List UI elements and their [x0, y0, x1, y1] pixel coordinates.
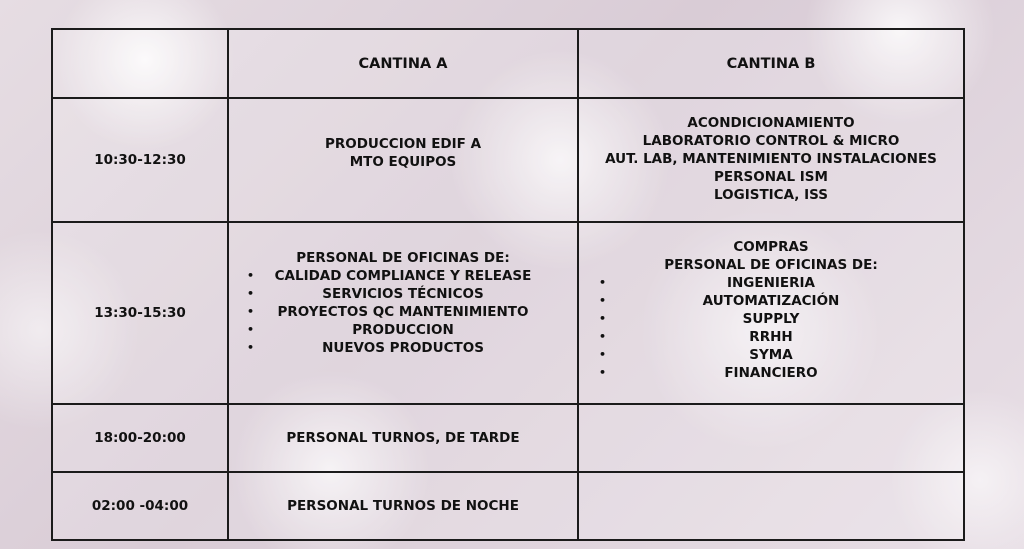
bullet-icon: • [599, 276, 607, 289]
bullet-icon: • [247, 269, 255, 282]
list-item: • CALIDAD COMPLIANCE Y RELEASE [247, 268, 532, 284]
bullet-icon: • [599, 312, 607, 325]
group-heading: COMPRAS [733, 239, 809, 255]
list-item: • SERVICIOS TÉCNICOS [247, 286, 484, 302]
list-item: • NUEVOS PRODUCTOS [247, 340, 484, 356]
bullet-icon: • [247, 287, 255, 300]
group-line: LOGISTICA, ISS [714, 187, 828, 203]
cantina-a-cell [228, 98, 578, 222]
cantina-a-cell: PERSONAL TURNOS, DE TARDE [228, 404, 578, 472]
bullet-icon: • [247, 323, 255, 336]
list-item: • PRODUCCION [247, 322, 454, 338]
bullet-icon: • [599, 330, 607, 343]
group-line: ACONDICIONAMIENTO [687, 115, 855, 131]
bullet-icon: • [599, 294, 607, 307]
list-item: • AUTOMATIZACIÓN [599, 293, 840, 309]
group-line: PRODUCCION EDIF A [324, 136, 482, 152]
bullet-icon: • [599, 366, 607, 379]
header-cantina-b: CANTINA B [578, 29, 964, 98]
bullet-icon: • [247, 305, 255, 318]
header-time-cell [52, 29, 228, 98]
list-item: • SUPPLY [599, 311, 800, 327]
cantina-b-cell [578, 222, 964, 404]
cantina-a-cell [228, 222, 578, 404]
header-cantina-a: CANTINA A [228, 29, 578, 98]
cantina-b-cell [578, 98, 964, 222]
list-item: • SYMA [599, 347, 793, 363]
list-item: • PROYECTOS QC MANTENIMIENTO [247, 304, 529, 320]
list-item: • INGENIERIA [599, 275, 816, 291]
table-row [52, 222, 964, 404]
group-line: LABORATORIO CONTROL & MICRO [642, 133, 900, 149]
cantina-b-cell [578, 404, 964, 472]
table-row [52, 98, 964, 222]
time-slot: 02:00 -04:00 [52, 472, 228, 540]
cantina-a-cell: PERSONAL TURNOS DE NOCHE [228, 472, 578, 540]
cantina-b-cell [578, 472, 964, 540]
bullet-icon: • [247, 341, 255, 354]
cantina-schedule-table [51, 28, 965, 541]
group-heading: PERSONAL DE OFICINAS DE: [664, 257, 878, 273]
group-line: AUT. LAB, MANTENIMIENTO INSTALACIONES [605, 151, 937, 167]
group-line: MTO EQUIPOS [349, 154, 457, 170]
group-line: PERSONAL ISM [714, 169, 828, 185]
list-item: • RRHH [599, 329, 793, 345]
bullet-icon: • [599, 348, 607, 361]
table-row [52, 472, 964, 540]
time-slot: 10:30-12:30 [52, 98, 228, 222]
time-slot: 18:00-20:00 [52, 404, 228, 472]
list-item: • FINANCIERO [599, 365, 818, 381]
header-row [52, 29, 964, 98]
table-row [52, 404, 964, 472]
group-heading: PERSONAL DE OFICINAS DE: [296, 250, 510, 266]
time-slot: 13:30-15:30 [52, 222, 228, 404]
